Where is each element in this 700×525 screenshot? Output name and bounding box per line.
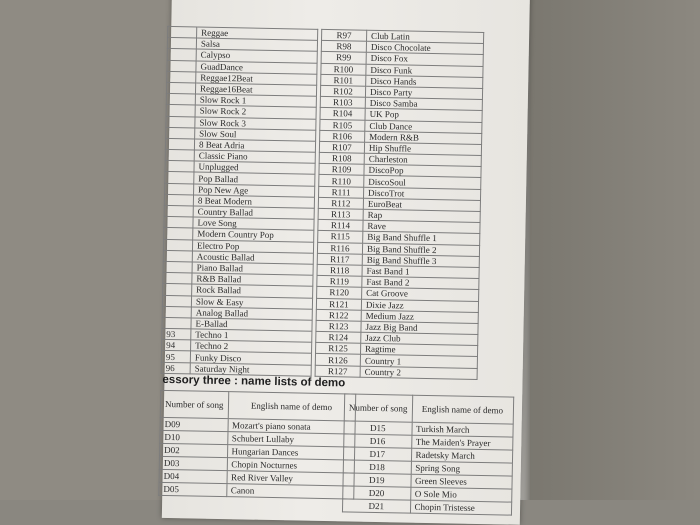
song-name: Radetsky March (411, 448, 512, 463)
song-name: Slow Rock 3 (195, 116, 316, 130)
song-name: Mozart's piano sonata (227, 419, 354, 434)
song-name: Disco Funk (366, 64, 483, 77)
song-number (165, 183, 194, 195)
song-number (164, 217, 193, 229)
song-number: R98 (321, 41, 366, 53)
song-name: The Maiden's Prayer (411, 435, 512, 450)
song-name: Calypso (196, 49, 317, 63)
song-name: Jazz Big Band (361, 321, 478, 334)
song-number (168, 26, 197, 38)
song-number: D02 (160, 443, 228, 457)
song-name: Pop Ballad (194, 172, 315, 186)
song-name: Spring Song (411, 461, 512, 476)
song-number: D09 (160, 417, 228, 431)
song-name: E-Ballad (191, 318, 312, 332)
song-number: D19 (343, 473, 411, 487)
song-number: D04 (159, 469, 227, 483)
song-number: 96 (161, 362, 190, 374)
song-number: R100 (321, 63, 366, 75)
song-name: Classic Piano (194, 150, 315, 164)
song-name: Slow Rock 2 (195, 105, 316, 119)
facing-page (527, 0, 700, 500)
song-number (164, 194, 193, 206)
song-name: Rave (363, 220, 480, 233)
song-number (163, 284, 192, 296)
song-number: 94 (162, 340, 191, 352)
song-name: Acoustic Ballad (192, 251, 313, 265)
song-number: R101 (321, 74, 366, 86)
song-name: Reggae16Beat (195, 83, 316, 97)
song-name: Modern R&B (365, 131, 482, 144)
song-name: Red River Valley (226, 471, 353, 486)
song-name: Unplugged (194, 161, 315, 175)
song-name: Analog Ballad (191, 307, 312, 321)
song-name: Country 2 (360, 366, 477, 379)
song-number: R105 (320, 119, 365, 131)
demo-header-name: English name of demo (228, 392, 355, 421)
song-number: R108 (319, 152, 364, 164)
song-number: D05 (159, 482, 227, 496)
song-number: D15 (344, 421, 412, 435)
song-name: Slow Rock 1 (195, 94, 316, 108)
song-name: Club Dance (365, 120, 482, 133)
song-number (165, 138, 194, 150)
song-number: R113 (318, 208, 363, 220)
song-number (166, 82, 195, 94)
song-number (163, 273, 192, 285)
song-name: Club Latin (367, 30, 484, 43)
song-number: R112 (318, 197, 363, 209)
song-number (166, 116, 195, 128)
song-name: Charleston (364, 153, 481, 166)
song-number: R117 (317, 253, 362, 265)
song-name: UK Pop (365, 109, 482, 122)
song-name: Fast Band 1 (362, 265, 479, 278)
song-number: R110 (319, 175, 364, 187)
song-name: Dixie Jazz (361, 299, 478, 312)
song-name: Country 1 (360, 355, 477, 368)
song-number (164, 228, 193, 240)
song-number: D16 (344, 434, 412, 448)
demo-header-number: Number of song (344, 394, 412, 422)
song-number: D18 (343, 460, 411, 474)
song-number: R123 (316, 320, 361, 332)
song-number: R116 (317, 242, 362, 254)
song-number: R111 (319, 186, 364, 198)
demo-list-right-table (342, 393, 514, 515)
demo-row (159, 482, 354, 499)
song-name: O Sole Mio (410, 487, 511, 502)
song-name: Rap (363, 209, 480, 222)
song-number: R118 (317, 264, 362, 276)
song-name: Big Band Shuffle 2 (362, 243, 479, 256)
song-name: DiscoSoul (364, 176, 481, 189)
style-list-right-table (315, 29, 485, 380)
demo-header-name: English name of demo (412, 395, 513, 424)
song-number: R99 (321, 52, 366, 64)
song-name: Turkish March (411, 422, 512, 437)
song-name: Techno 2 (191, 340, 312, 354)
song-number (163, 261, 192, 273)
song-name: Disco Chocolate (366, 41, 483, 54)
demo-list-left-table (158, 390, 355, 500)
song-name: Love Song (193, 217, 314, 231)
song-name: Big Band Shuffle 3 (362, 254, 479, 267)
demo-section-heading: essory three : name lists of demo (162, 373, 346, 390)
song-number (163, 250, 192, 262)
song-number: R103 (320, 96, 365, 108)
song-number (162, 317, 191, 329)
song-number (165, 149, 194, 161)
song-number (167, 49, 196, 61)
song-name: 8 Beat Adria (194, 139, 315, 153)
song-number: R127 (315, 365, 360, 377)
song-number (167, 38, 196, 50)
song-name: Rock Ballad (192, 284, 313, 298)
song-name: Pop New Age (194, 184, 315, 198)
song-name: GuadDance (196, 61, 317, 75)
song-number (167, 60, 196, 72)
song-number (166, 127, 195, 139)
manual-page (162, 0, 530, 525)
song-name: Green Sleeves (410, 474, 511, 489)
song-name: Piano Ballad (192, 262, 313, 276)
demo-header-number: Number of song (160, 390, 228, 418)
demo-header-row (160, 390, 355, 421)
song-name: Chopin Tristesse (410, 500, 511, 515)
song-name: Chopin Nocturnes (227, 458, 354, 473)
song-number (162, 306, 191, 318)
song-name: EuroBeat (363, 198, 480, 211)
song-number: R102 (320, 85, 365, 97)
song-name: R&B Ballad (192, 273, 313, 287)
song-number: R115 (318, 231, 363, 243)
song-number (163, 239, 192, 251)
song-number (165, 161, 194, 173)
song-name: Disco Samba (365, 97, 482, 110)
demo-header-row (344, 394, 513, 424)
song-number: R97 (322, 29, 367, 41)
song-name: Disco Party (365, 86, 482, 99)
song-name: Ragtime (360, 343, 477, 356)
style-list-left-table (161, 26, 319, 377)
song-number: R106 (320, 130, 365, 142)
song-name: Jazz Club (361, 332, 478, 345)
song-name: Funky Disco (190, 351, 311, 365)
song-name: DiscoPop (364, 164, 481, 177)
song-name: Fast Band 2 (362, 276, 479, 289)
song-number (164, 205, 193, 217)
song-number: R104 (320, 108, 365, 120)
song-name: DiscoTrot (364, 187, 481, 200)
song-name: Reggae12Beat (196, 72, 317, 86)
song-name: Canon (226, 484, 353, 499)
song-number: D21 (342, 499, 410, 513)
song-name: Hip Shuffle (364, 142, 481, 155)
song-number: R121 (316, 298, 361, 310)
song-number (162, 295, 191, 307)
song-number: R120 (317, 287, 362, 299)
song-number: R119 (317, 275, 362, 287)
song-number: 93 (162, 328, 191, 340)
demo-row (342, 499, 511, 515)
song-number: D03 (159, 456, 227, 470)
song-name: Reggae (197, 27, 318, 41)
song-name: Schubert Lullaby (227, 432, 354, 447)
song-name: Saturday Night (190, 363, 311, 377)
song-number: R109 (319, 164, 364, 176)
song-name: Modern Country Pop (193, 228, 314, 242)
song-name: Medium Jazz (361, 310, 478, 323)
song-number: R122 (316, 309, 361, 321)
song-number (167, 71, 196, 83)
song-number: R124 (316, 331, 361, 343)
song-name: Hungarian Dances (227, 445, 354, 460)
song-number: 95 (161, 351, 190, 363)
song-name: Slow Soul (195, 128, 316, 142)
song-name: 8 Beat Modern (193, 195, 314, 209)
song-number: D20 (343, 486, 411, 500)
song-name: Big Band Shuffle 1 (363, 232, 480, 245)
song-name: Disco Fox (366, 53, 483, 66)
song-name: Techno 1 (191, 329, 312, 343)
song-name: Salsa (196, 38, 317, 52)
song-number: D17 (343, 447, 411, 461)
song-number: R114 (318, 220, 363, 232)
song-name: Cat Groove (362, 288, 479, 301)
song-number: D10 (160, 430, 228, 444)
song-number (166, 105, 195, 117)
song-number: R107 (319, 141, 364, 153)
song-number: R125 (316, 343, 361, 355)
song-number (166, 94, 195, 106)
song-number (165, 172, 194, 184)
song-name: Country Ballad (193, 206, 314, 220)
song-name: Disco Hands (366, 75, 483, 88)
song-name: Slow & Easy (191, 295, 312, 309)
song-number: R126 (315, 354, 360, 366)
song-name: Electro Pop (192, 240, 313, 254)
